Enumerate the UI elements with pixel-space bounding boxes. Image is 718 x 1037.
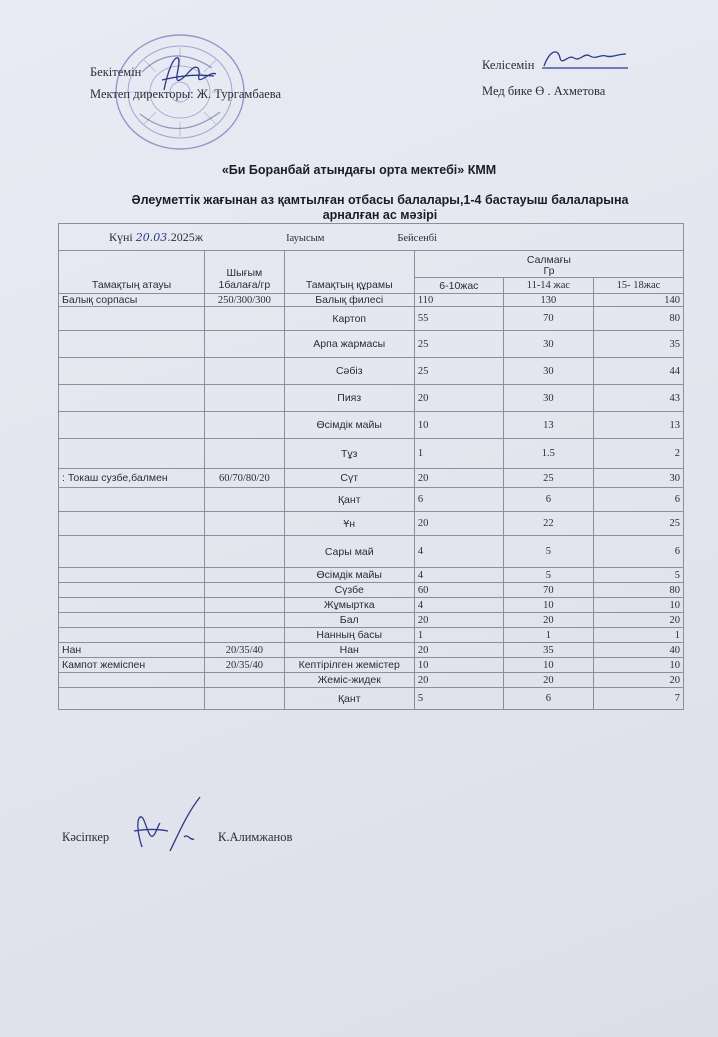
ingredient-cell: Сәбіз (284, 358, 414, 385)
dish-cell (59, 488, 205, 512)
yield-cell (205, 439, 284, 469)
weight-15-18-cell: 20 (593, 613, 683, 628)
yield-cell (205, 628, 284, 643)
school-title: «Би Боранбай атындағы орта мектебі» КММ (221, 163, 497, 177)
table-row (59, 385, 684, 412)
agree-label: Келісемін (482, 58, 535, 72)
yield-cell (205, 598, 284, 613)
yield-cell: 250/300/300 (205, 294, 284, 307)
weight-11-14-cell: 30 (503, 358, 593, 385)
weight-6-10-cell: 6 (414, 488, 503, 512)
col-weight-header (414, 251, 683, 278)
table-row (59, 469, 684, 488)
table-row (59, 613, 684, 628)
weight-15-18-cell: 13 (593, 412, 683, 439)
table-row (59, 673, 684, 688)
menu-table (58, 223, 684, 710)
info-cell (59, 224, 684, 251)
table-row (59, 536, 684, 568)
yield-cell (205, 331, 284, 358)
dish-cell (59, 673, 205, 688)
table-row (59, 598, 684, 613)
yield-cell (205, 673, 284, 688)
col-weight-line-2: Гр (543, 265, 555, 277)
table-row (59, 294, 684, 307)
ingredient-cell: Жұмыртка (284, 598, 414, 613)
col-yield-line-2: 1балаға/гр (218, 279, 271, 291)
entrepreneur-signature (128, 795, 208, 855)
weight-11-14-cell: 5 (503, 536, 593, 568)
ingredient-cell: Картоп (284, 307, 414, 331)
ingredient-cell: Қант (284, 488, 414, 512)
weight-6-10-cell: 10 (414, 412, 503, 439)
weight-11-14-cell: 6 (503, 688, 593, 710)
weight-11-14-cell: 20 (503, 673, 593, 688)
weight-15-18-cell: 44 (593, 358, 683, 385)
weight-6-10-cell: 55 (414, 307, 503, 331)
age-header-3: 15- 18жас (593, 278, 683, 294)
yield-cell (205, 412, 284, 439)
dish-cell (59, 358, 205, 385)
weight-11-14-cell: 1 (503, 628, 593, 643)
ingredient-cell: Ұн (284, 512, 414, 536)
dish-cell (59, 628, 205, 643)
yield-cell (205, 688, 284, 710)
col-name-header: Тамақтың атауы (59, 251, 205, 294)
dish-cell (59, 307, 205, 331)
ingredient-cell: Өсімдік майы (284, 412, 414, 439)
table-row (59, 488, 684, 512)
ingredient-cell: Қант (284, 688, 414, 710)
ingredient-cell: Сары май (284, 536, 414, 568)
col-yield-header (205, 251, 284, 294)
weight-11-14-cell: 10 (503, 658, 593, 673)
table-info-row (59, 224, 684, 251)
menu-title-line-1: Әлеуметтік жағынан аз қамтылған отбасы балалары,1-4 бастауыш балаларына (131, 193, 629, 207)
weight-6-10-cell: 110 (414, 294, 503, 307)
weight-6-10-cell: 10 (414, 658, 503, 673)
ingredient-cell: Тұз (284, 439, 414, 469)
weight-11-14-cell: 6 (503, 488, 593, 512)
table-row (59, 512, 684, 536)
table-row (59, 643, 684, 658)
weight-11-14-cell: 30 (503, 385, 593, 412)
weight-6-10-cell: 20 (414, 643, 503, 658)
ingredient-cell: Өсімдік майы (284, 568, 414, 583)
dish-cell: Балық сорпасы (59, 294, 205, 307)
ingredient-cell: Нанның басы (284, 628, 414, 643)
yield-cell (205, 307, 284, 331)
ingredient-cell: Нан (284, 643, 414, 658)
age-header-1: 6-10жас (414, 278, 503, 294)
age-header-2: 11-14 жас (503, 278, 593, 294)
nurse-signature (540, 44, 630, 72)
col-yield-line-1: Шығым (226, 267, 263, 279)
weight-11-14-cell: 25 (503, 469, 593, 488)
entrepreneur-label: Кәсіпкер (62, 830, 110, 844)
weight-6-10-cell: 20 (414, 385, 503, 412)
weight-15-18-cell: 1 (593, 628, 683, 643)
dish-cell (59, 385, 205, 412)
ingredient-cell: Балық филесі (284, 294, 414, 307)
weight-6-10-cell: 1 (414, 628, 503, 643)
week-label: Іауысым (286, 232, 325, 244)
weight-15-18-cell: 6 (593, 536, 683, 568)
weight-11-14-cell: 70 (503, 583, 593, 598)
weight-15-18-cell: 7 (593, 688, 683, 710)
weight-6-10-cell: 4 (414, 568, 503, 583)
ingredient-cell: Жеміс-жидек (284, 673, 414, 688)
weight-6-10-cell: 25 (414, 331, 503, 358)
dish-cell (59, 536, 205, 568)
weight-11-14-cell: 35 (503, 643, 593, 658)
weight-11-14-cell: 70 (503, 307, 593, 331)
ingredient-cell: Арпа жармасы (284, 331, 414, 358)
weight-11-14-cell: 20 (503, 613, 593, 628)
dish-cell: Нан (59, 643, 205, 658)
table-row (59, 583, 684, 598)
weight-15-18-cell: 140 (593, 294, 683, 307)
yield-cell (205, 613, 284, 628)
dish-cell (59, 512, 205, 536)
table-row (59, 331, 684, 358)
weight-15-18-cell: 2 (593, 439, 683, 469)
col-composition-header: Тамақтың құрамы (284, 251, 414, 294)
day-value: 20.03. (135, 230, 171, 244)
menu-title (60, 193, 700, 223)
weight-15-18-cell: 20 (593, 673, 683, 688)
weight-15-18-cell: 5 (593, 568, 683, 583)
entrepreneur-name: К.Алимжанов (218, 830, 293, 844)
weight-11-14-cell: 30 (503, 331, 593, 358)
weight-6-10-cell: 4 (414, 536, 503, 568)
table-row (59, 628, 684, 643)
table-row (59, 688, 684, 710)
day-label: Күні (109, 229, 133, 244)
yield-cell (205, 583, 284, 598)
ingredient-cell: Пияз (284, 385, 414, 412)
weight-15-18-cell: 40 (593, 643, 683, 658)
dish-cell (59, 568, 205, 583)
table-row (59, 439, 684, 469)
weekday-value: Бейсенбі (397, 232, 437, 244)
director-signature (158, 50, 218, 98)
ingredient-cell: Сүт (284, 469, 414, 488)
weight-6-10-cell: 25 (414, 358, 503, 385)
yield-cell (205, 488, 284, 512)
weight-6-10-cell: 5 (414, 688, 503, 710)
weight-6-10-cell: 4 (414, 598, 503, 613)
ingredient-cell: Кептірілген жемістер (284, 658, 414, 673)
weight-15-18-cell: 10 (593, 658, 683, 673)
dish-cell (59, 439, 205, 469)
weight-6-10-cell: 20 (414, 673, 503, 688)
weight-15-18-cell: 6 (593, 488, 683, 512)
yield-cell (205, 568, 284, 583)
weight-15-18-cell: 30 (593, 469, 683, 488)
dish-cell (59, 412, 205, 439)
table-row (59, 658, 684, 673)
weight-6-10-cell: 20 (414, 613, 503, 628)
dish-cell: Кампот жеміспен (59, 658, 205, 673)
yield-cell (205, 536, 284, 568)
yield-cell: 20/35/40 (205, 658, 284, 673)
weight-11-14-cell: 5 (503, 568, 593, 583)
ingredient-cell: Бал (284, 613, 414, 628)
approve-label: Бекітемін (90, 65, 142, 79)
director-line: Мектеп директоры: Ж. Тургамбаева (90, 87, 282, 101)
weight-15-18-cell: 10 (593, 598, 683, 613)
yield-cell (205, 358, 284, 385)
weight-11-14-cell: 10 (503, 598, 593, 613)
weight-11-14-cell: 13 (503, 412, 593, 439)
weight-11-14-cell: 130 (503, 294, 593, 307)
weight-15-18-cell: 35 (593, 331, 683, 358)
dish-cell: : Токаш сузбе,балмен (59, 469, 205, 488)
weight-15-18-cell: 25 (593, 512, 683, 536)
table-row (59, 412, 684, 439)
table-row (59, 358, 684, 385)
table-row (59, 307, 684, 331)
dish-cell (59, 688, 205, 710)
weight-15-18-cell: 80 (593, 583, 683, 598)
col-weight-line-1: Салмағы (526, 254, 571, 266)
dish-cell (59, 331, 205, 358)
weight-11-14-cell: 22 (503, 512, 593, 536)
yield-cell (205, 385, 284, 412)
weight-15-18-cell: 80 (593, 307, 683, 331)
year-value: 2025ж (170, 229, 204, 244)
table-head-row-1 (59, 251, 684, 278)
weight-6-10-cell: 20 (414, 469, 503, 488)
weight-6-10-cell: 60 (414, 583, 503, 598)
dish-cell (59, 598, 205, 613)
weight-6-10-cell: 1 (414, 439, 503, 469)
weight-11-14-cell: 1.5 (503, 439, 593, 469)
dish-cell (59, 613, 205, 628)
yield-cell (205, 512, 284, 536)
yield-cell: 20/35/40 (205, 643, 284, 658)
menu-title-line-2: арналған ас мәзірі (322, 208, 438, 222)
yield-cell: 60/70/80/20 (205, 469, 284, 488)
table-row (59, 568, 684, 583)
nurse-line: Мед бике Ө . Ахметова (482, 84, 606, 98)
weight-6-10-cell: 20 (414, 512, 503, 536)
dish-cell (59, 583, 205, 598)
weight-15-18-cell: 43 (593, 385, 683, 412)
ingredient-cell: Сүзбе (284, 583, 414, 598)
